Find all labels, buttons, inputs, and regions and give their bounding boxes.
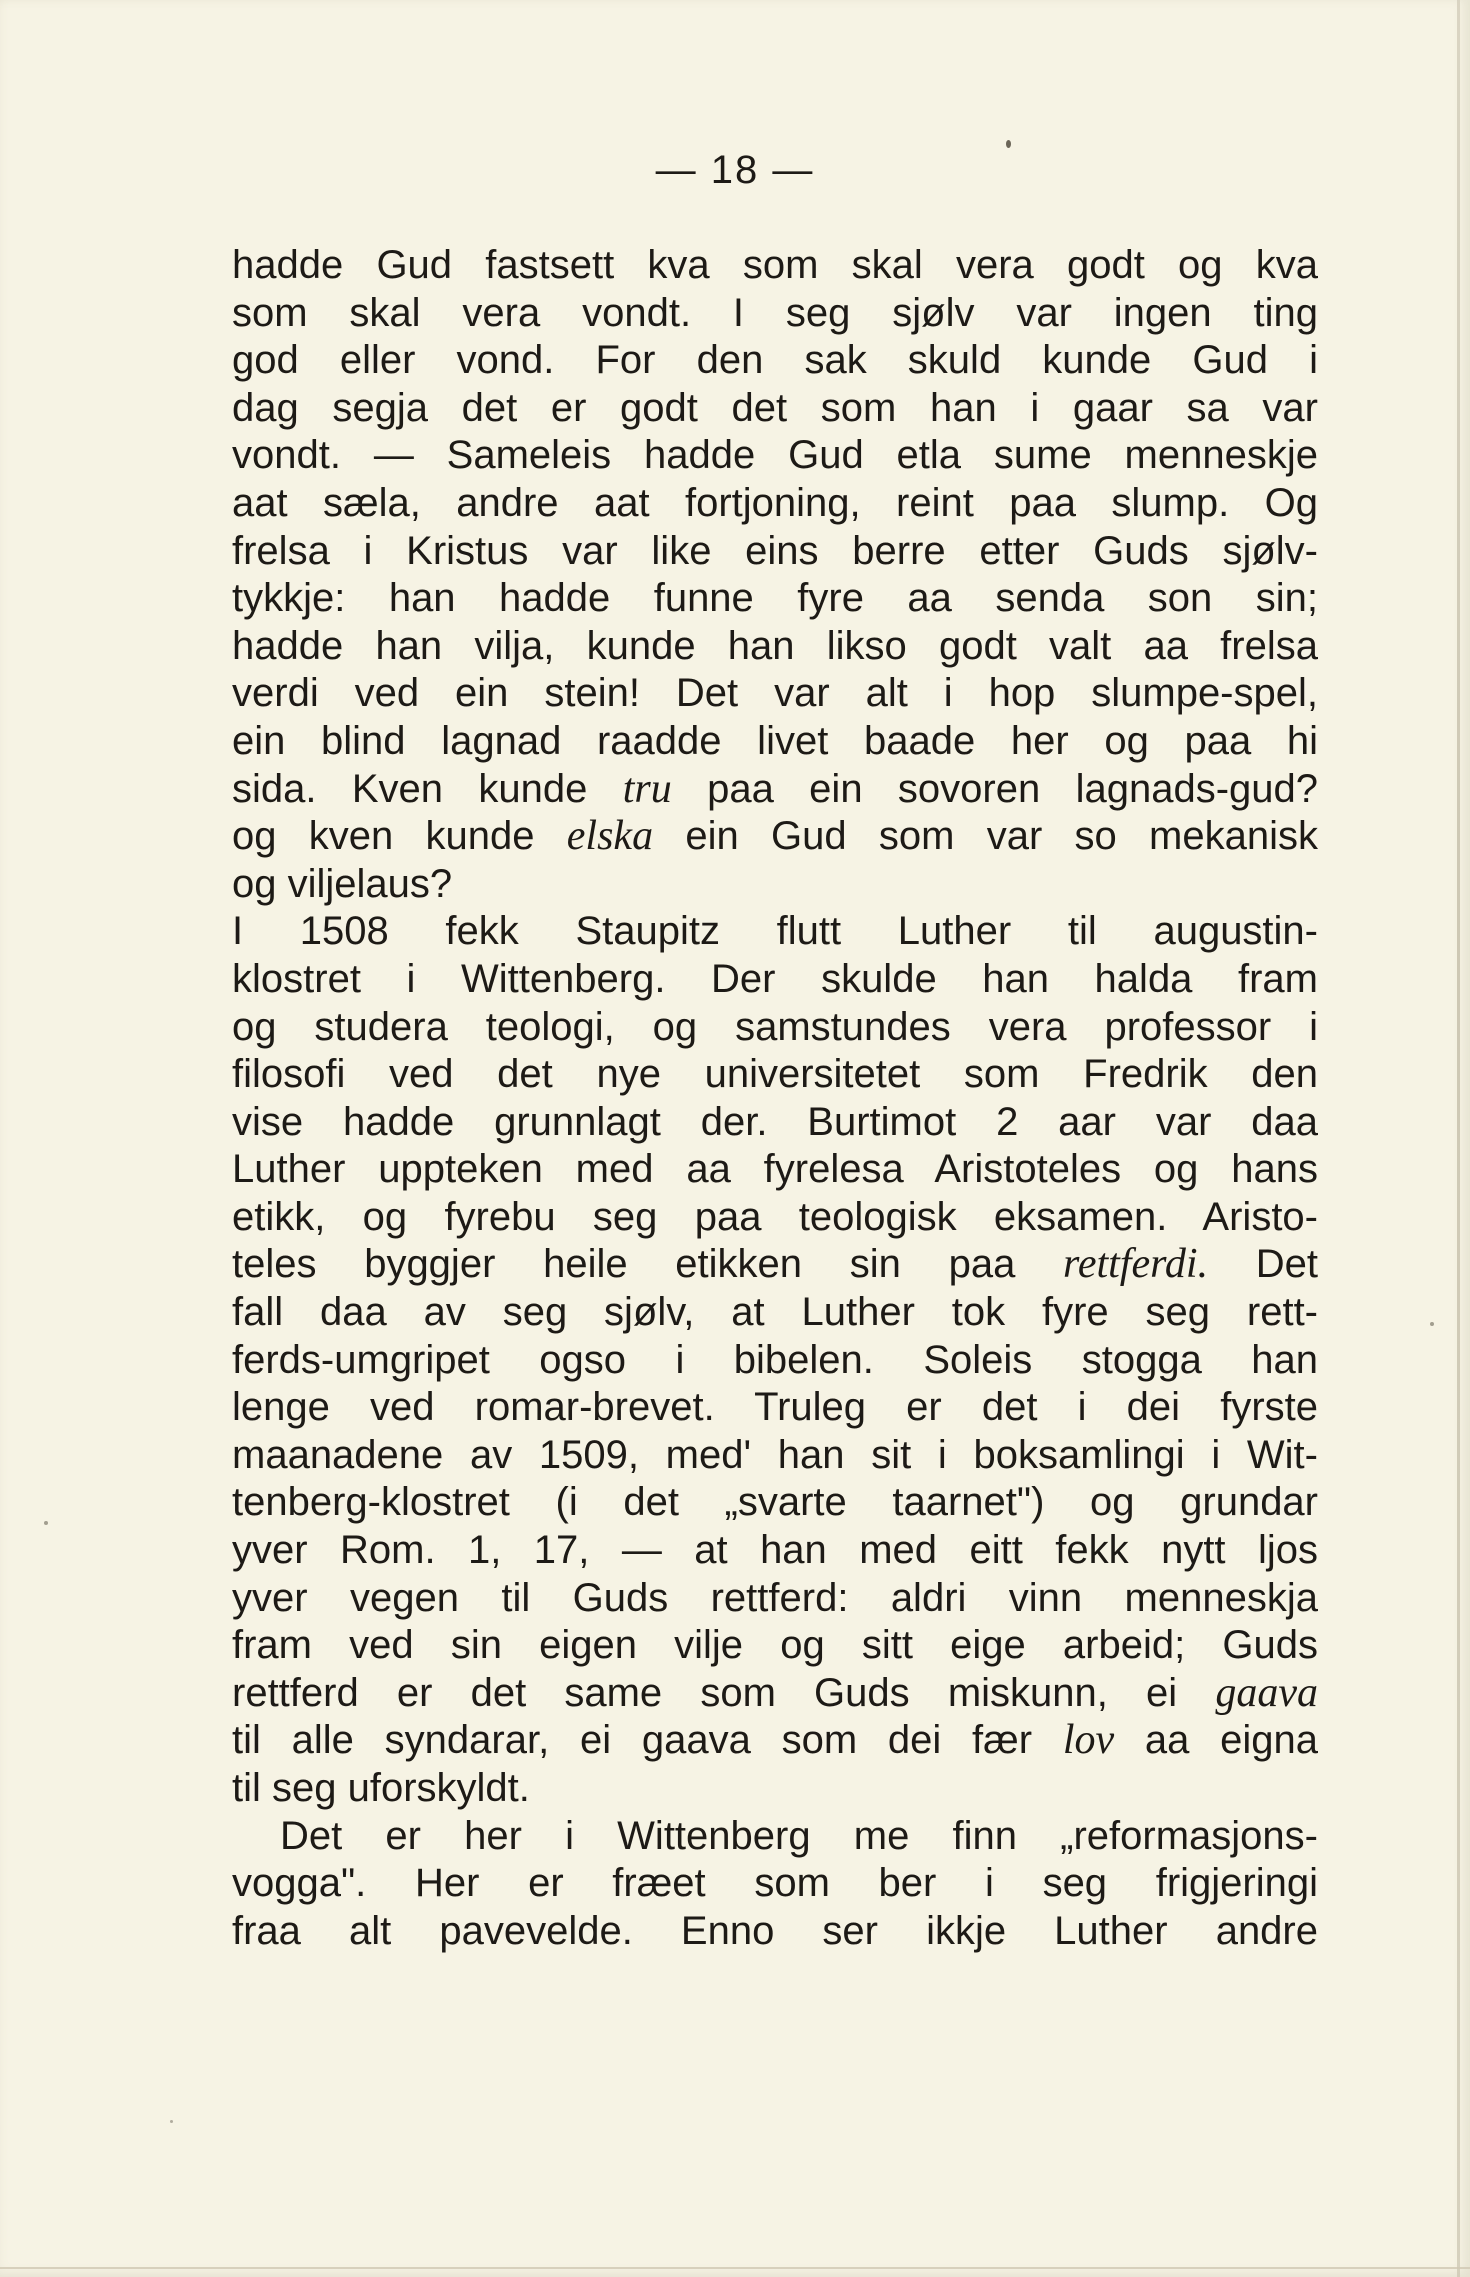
text-line: tykkje: han hadde funne fyre aa senda son sin;: [232, 576, 1318, 621]
text-line: filosofi ved det nye universitetet som Fredrik den: [232, 1052, 1318, 1097]
italic-word: elska: [566, 813, 654, 860]
paper-speck: [170, 2120, 173, 2123]
italic-word: tru: [622, 765, 672, 812]
page-bottom-edge: [0, 2267, 1470, 2269]
text-line: god eller vond. For den sak skuld kunde Gud i: [232, 338, 1318, 383]
paper-speck: [44, 1521, 48, 1525]
text-line: etikk, og fyrebu seg paa teologisk eksamen. Aristo-: [232, 1194, 1318, 1239]
text-line: og studera teologi, og samstundes vera professor i: [232, 1004, 1318, 1049]
text-line: vondt. — Sameleis hadde Gud etla sume menneskje: [232, 433, 1318, 478]
text-line: og kven kunde elska ein Gud som var so mekanisk: [232, 813, 1318, 860]
text-line: til alle syndarar, ei gaava som dei fær lov aa eigna: [232, 1717, 1319, 1764]
text-line: rettferd er det same som Guds miskunn, ei gaava: [232, 1669, 1318, 1716]
text-line: yver Rom. 1, 17, — at han med eitt fekk nytt ljos: [232, 1528, 1318, 1573]
text-line: vise hadde grunnlagt der. Burtimot 2 aar var daa: [232, 1099, 1318, 1144]
text-line: klostret i Wittenberg. Der skulde han halda fram: [232, 956, 1318, 1001]
page-number: — 18 —: [655, 148, 815, 192]
text-line: yver vegen til Guds rettferd: aldri vinn menneskja: [232, 1575, 1318, 1620]
text-line: hadde han vilja, kunde han likso godt valt aa frelsa: [232, 623, 1318, 668]
text-line: lenge ved romar-brevet. Truleg er det i dei fyrste: [232, 1385, 1318, 1430]
text-line: tenberg-klostret (i det „svarte taarnet") og grundar: [232, 1480, 1318, 1525]
italic-word: rettferdi.: [1063, 1241, 1209, 1288]
text-line: fraa alt pavevelde. Enno ser ikkje Luther andre: [232, 1908, 1318, 1953]
text-line: sida. Kven kunde tru paa ein sovoren lagnads-gud?: [232, 765, 1318, 812]
text-line: Det er her i Wittenberg me finn „reformasjons-: [280, 1813, 1318, 1858]
italic-word: gaava: [1215, 1669, 1318, 1716]
text-line: ferds-umgripet ogso i bibelen. Soleis stogga han: [232, 1337, 1318, 1382]
text-line: fram ved sin eigen vilje og sitt eige arbeid; Guds: [232, 1623, 1318, 1668]
italic-word: lov: [1062, 1717, 1115, 1764]
text-line: teles byggjer heile etikken sin paa rettferdi. Det: [232, 1241, 1319, 1288]
text-line: frelsa i Kristus var like eins berre etter Guds sjølv-: [232, 528, 1318, 573]
paper-speck: [1430, 1322, 1434, 1326]
text-line: hadde Gud fastsett kva som skal vera godt og kva: [232, 243, 1318, 287]
paper-speck: [1006, 140, 1011, 148]
text-line: som skal vera vondt. I seg sjølv var ingen ting: [232, 290, 1318, 335]
text-line: Luther uppteken med aa fyrelesa Aristoteles og hans: [232, 1147, 1318, 1192]
text-line: til seg uforskyldt.: [232, 1766, 530, 1810]
text-line: fall daa av seg sjølv, at Luther tok fyre seg rett-: [232, 1290, 1318, 1335]
text-line: maanadene av 1509, med' han sit i boksamlingi i Wit-: [232, 1432, 1318, 1477]
text-line: aat sæla, andre aat fortjoning, reint paa slump. Og: [232, 480, 1318, 525]
page-edge: [1457, 0, 1460, 2277]
text-line: og viljelaus?: [232, 861, 453, 906]
text-line: dag segja det er godt det som han i gaar sa var: [232, 385, 1318, 430]
text-line: I 1508 fekk Staupitz flutt Luther til augustin-: [232, 909, 1318, 954]
text-line: verdi ved ein stein! Det var alt i hop slumpe-spel,: [232, 671, 1318, 716]
text-line: ein blind lagnad raadde livet baade her og paa hi: [232, 718, 1318, 763]
text-line: vogga". Her er fræet som ber i seg frigjeringi: [232, 1861, 1318, 1906]
body-text: [232, 242, 1318, 1955]
